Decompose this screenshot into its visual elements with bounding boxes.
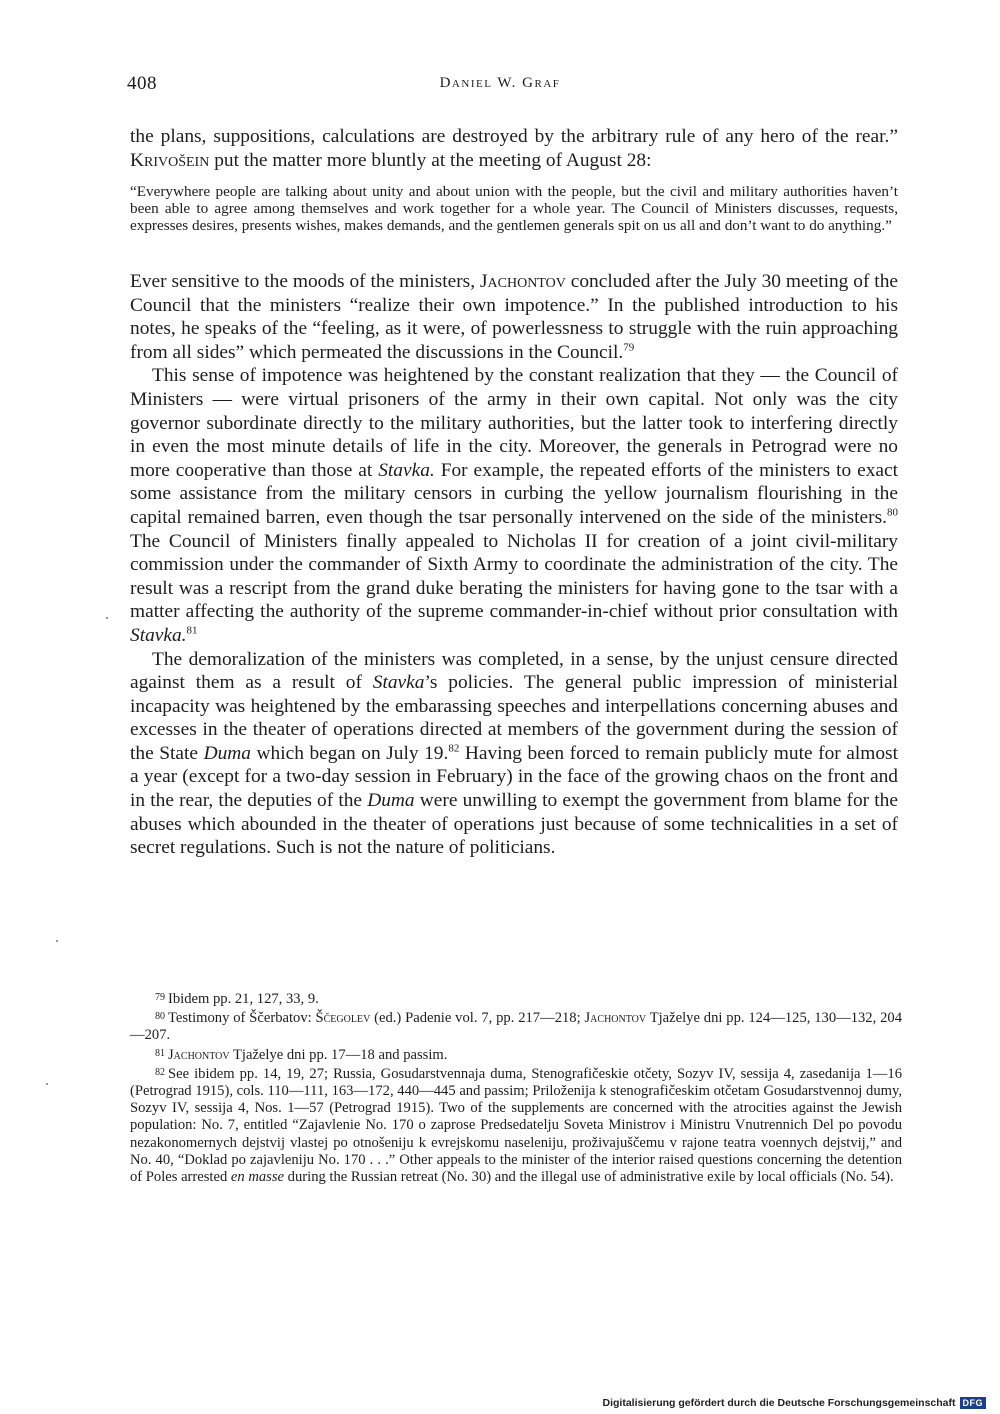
scan-speck — [46, 1083, 48, 1085]
dfg-logo-icon: DFG — [960, 1397, 987, 1409]
footnote-ref-82: 82 — [448, 742, 460, 755]
author-jachontov: Jachontov — [479, 271, 566, 292]
footnote-ref-81: 81 — [186, 624, 198, 637]
footnote-81: $^{81}$ Jachontov Tjaželye dni pp. 17—18 and passim. — [155, 1046, 448, 1063]
body-text-main — [130, 270, 898, 860]
paragraph-4: The demoralization of the ministers was completed, in a sense, by the unjust censure directed against them as a result of Stavka’s policies. The general public impression of ministerial incapacity was heightened by the embarassing speeches and interpellations concerning abuses and excesses in the theater of operations directed at members of the government during the session of the State Duma which began on July 19.82 Having been forced to remain publicly mute for almost a year (except for a two-day session in February) in the face of the growing chaos on the front and in the rear, the deputies of the Duma were unwilling to exempt the government from blame for the abuses which abounded in the theater of operations just because of some technicalities in a set of secret regulations. Such is not the nature of politicians. — [130, 648, 898, 859]
scan-speck — [106, 617, 108, 619]
credit-text: Digitalisierung gefördert durch die Deutsche Forschungsgemeinschaft — [602, 1397, 956, 1409]
body-text-top — [130, 125, 898, 172]
paragraph-3: This sense of impotence was heightened by the constant realization that they — the Council of Ministers — were virtual prisoners of the army in their own capital. Not only was the city governor subordinate directly to the military authorities, but the latter took to interfering directly in even the most minute details of life in the city. Moreover, the generals in Petrograd were no more cooperative than those at Stavka. For example, the repeated efforts of the ministers to exact some assistance from the military censors in curbing the yellow journalism flourishing in the capital remained barren, even though the tsar personally intervened on the side of the ministers.$^{80}$ The Council of Ministers finally appealed to Nicholas II for creation of a joint civil-military commission under the commander of Sixth Army to coordinate the administration of the city. The result was a rescript from the grand duke berating the ministers for having gone to the tsar with a matter affecting the authority of the supreme commander-in-chief without prior consultation with Stavka.$^{81}$ — [130, 365, 898, 646]
footnote-ref-79: 79 — [623, 341, 635, 354]
paragraph-1: the plans, suppositions, calculations are destroyed by the arbitrary rule of any hero of the rear.” Krivošein put the matter more bluntly at the meeting of August 28: — [130, 126, 898, 171]
scan-speck — [56, 940, 58, 942]
block-quote — [130, 183, 898, 234]
footnote-80: $^{80}$ Testimony of Ščerbatov: Ščegolev (ed.) Padenie vol. 7, pp. 217—218; Jachontov Tjaželye dni pp. 124—125, 130—132, 204—207. — [130, 1010, 902, 1044]
footnote-79: $^{79}$ Ibidem pp. 21, 127, 33, 9. — [155, 991, 319, 1007]
paragraph-2: Ever sensitive to the moods of the ministers, Jachontov concluded after the July 30 meeting of the Council that the ministers “realize their own impotence.” In the published introduction to his notes, he speaks of the “feeling, as it were, of powerlessness to struggle with the ruin approaching from all sides” which permeated the discussions in the Council.$^{79}$ — [130, 271, 898, 363]
page-number: 408 — [127, 73, 157, 94]
quote-text: “Everywhere people are talking about unity and about union with the people, but the civil and military authorities haven’t been able to agree among themselves and work together for a whole year. The Council of Ministers discusses, requests, expresses desires, presents wishes, makes demands, and the gentlemen generals spit on us all and don’t want to do anything.” — [130, 183, 898, 235]
footnote-82: $^{82}$ See ibidem pp. 14, 19, 27; Russia, Gosudarstvennaja duma, Stenografičeskie otčety, Sozyv IV, sessija 4, zasedanija 1—16 (Petrograd 1915), cols. 110—111, 163—172, 440—445 and passim; Priloženija k stenografičeskim otčetam Gosudarstvennoj dumy, Sozyv IV, sessija 4, Nos. 1—57 (Petrograd 1915). Two of the supplements are concerned with the atrocities against the Jewish population: No. 7, entitled “Zajavlenie No. 170 o zaprose Predsedatelju Soveta Ministrov i Ministru Vnutrennich Del po povodu nezakonomernych dejstvij vlastej po otnošeniju k evrejskomu naseleniju, proživajuščemu v rajone teatra voennych dejstvij,” and No. 40, “Doklad po zajavleniju No. 170 . . .” Other appeals to the minister of the interior raised questions concerning the detention of Poles arrested en masse during the Russian retreat (No. 30) and the illegal use of administrative exile by local officials (No. 54). — [130, 1065, 902, 1186]
digitization-credit — [603, 1397, 986, 1409]
running-head: Daniel W. Graf — [439, 75, 561, 91]
author-krivosein: Krivošein — [130, 149, 210, 171]
footnote-ref-80: 80 — [887, 506, 898, 519]
footnotes — [130, 989, 902, 1186]
